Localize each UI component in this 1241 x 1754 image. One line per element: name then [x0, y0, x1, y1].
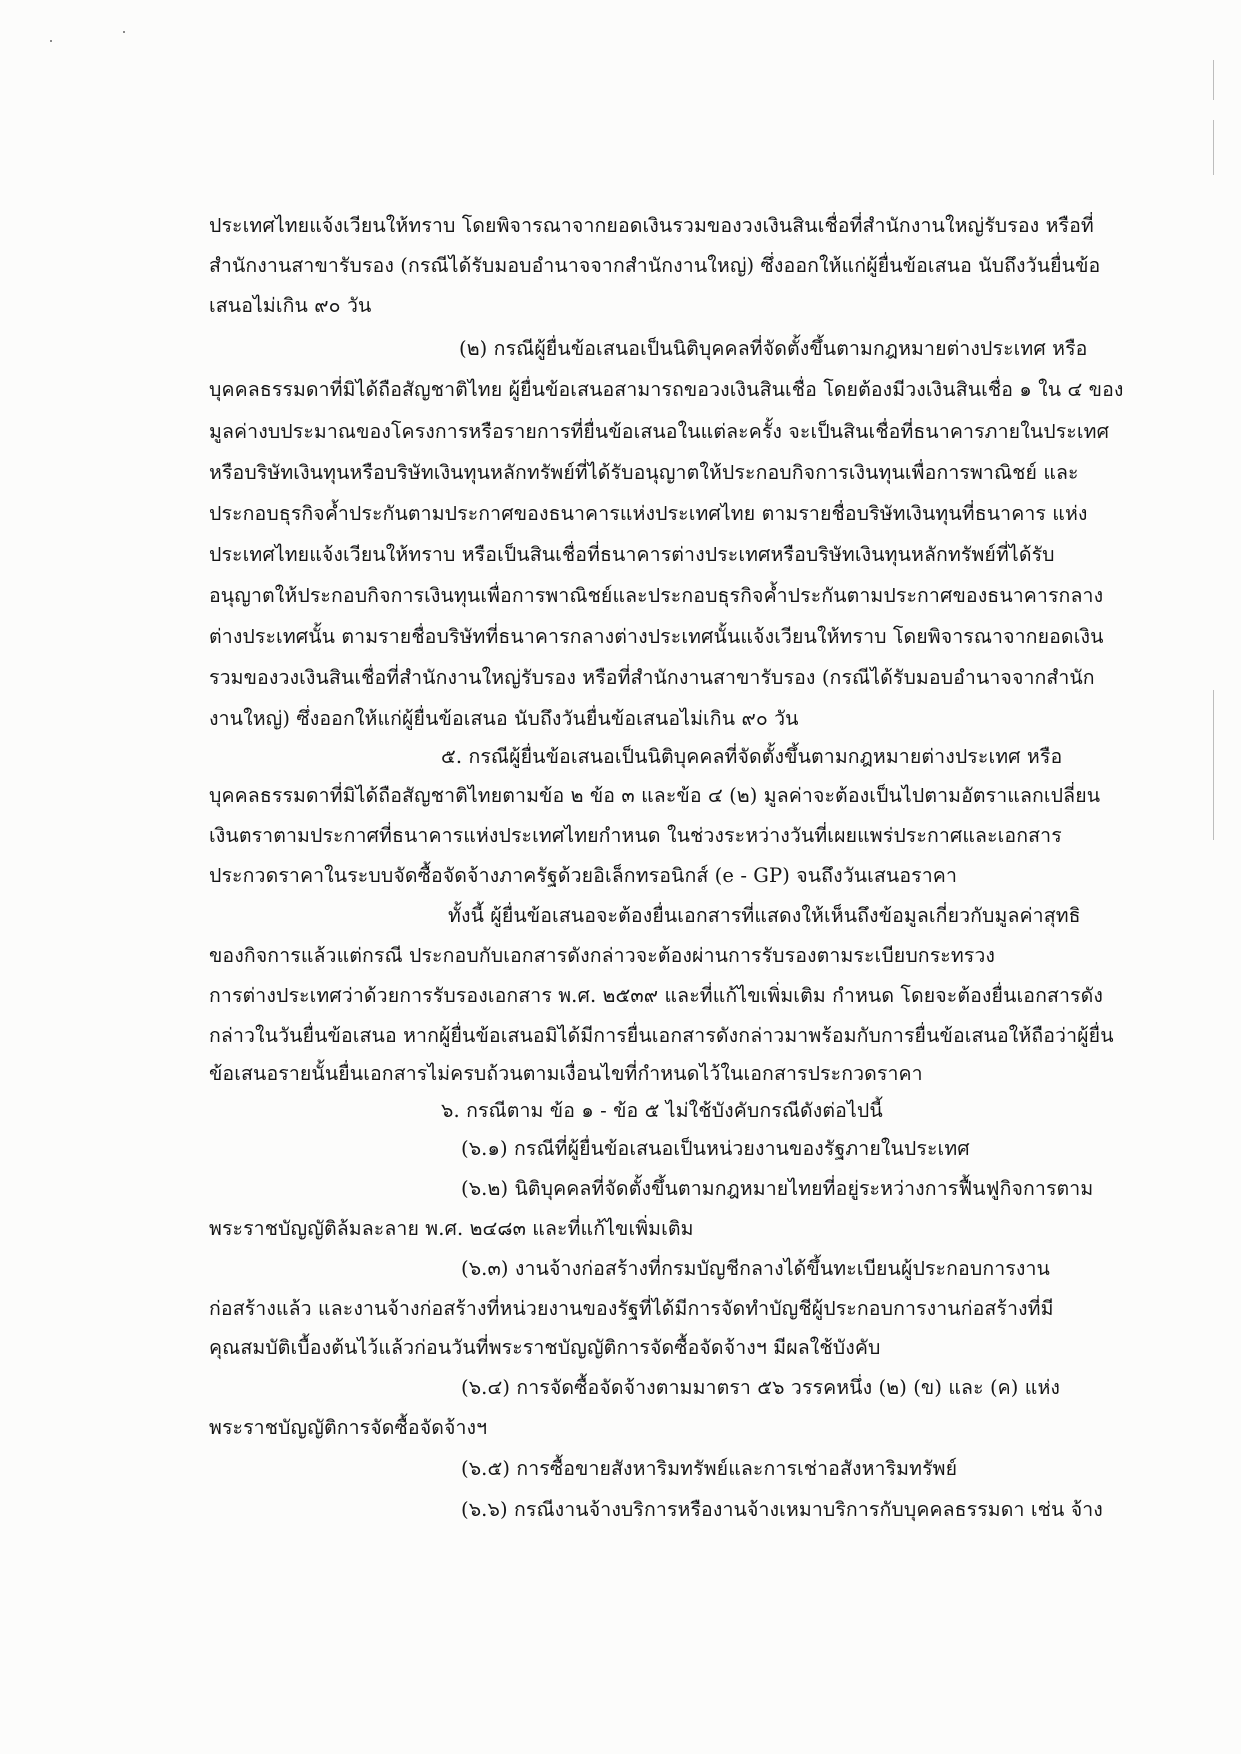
- text-line: ประกอบธุรกิจค้ำประกันตามประกาศของธนาคารแห่งประเทศไทย ตามรายชื่อบริษัทเงินทุนที่ธนาคาร แห่ง: [209, 502, 1088, 525]
- text-line: คุณสมบัติเบื้องต้นไว้แล้วก่อนวันที่พระราชบัญญัติการจัดซื้อจัดจ้างฯ มีผลใช้บังคับ: [209, 1336, 881, 1359]
- text-line: (๖.๒) นิติบุคคลที่จัดตั้งขึ้นตามกฎหมายไทยที่อยู่ระหว่างการฟื้นฟูกิจการตาม: [461, 1177, 1094, 1200]
- text-line: หรือบริษัทเงินทุนหรือบริษัทเงินทุนหลักทรัพย์ที่ได้รับอนุญาตให้ประกอบกิจการเงินทุนเพื่อการพาณิชย์ และ: [209, 461, 1079, 484]
- text-line: (๖.๔) การจัดซื้อจัดจ้างตามมาตรา ๕๖ วรรคหนึ่ง (๒) (ข) และ (ค) แห่ง: [461, 1376, 1061, 1399]
- text-line: ประเทศไทยแจ้งเวียนให้ทราบ หรือเป็นสินเชื่อที่ธนาคารต่างประเทศหรือบริษัทเงินทุนหลักทรัพย์ที่ได้รับ: [209, 543, 1055, 566]
- text-line: การต่างประเทศว่าด้วยการรับรองเอกสาร พ.ศ. ๒๕๓๙ และที่แก้ไขเพิ่มเติม กำหนด โดยจะต้องยื่นเอกสารดัง: [209, 984, 1103, 1007]
- text-line: รวมของวงเงินสินเชื่อที่สำนักงานใหญ่รับรอง หรือที่สำนักงานสาขารับรอง (กรณีได้รับมอบอำนาจจากสำนัก: [209, 666, 1095, 689]
- scan-speck: [50, 40, 52, 42]
- text-line: ประเทศไทยแจ้งเวียนให้ทราบ โดยพิจารณาจากยอดเงินรวมของวงเงินสินเชื่อที่สำนักงานใหญ่รับรอง หรือที่: [209, 214, 1094, 237]
- right-margin-artifact: [1213, 120, 1214, 175]
- text-line: ๖. กรณีตาม ข้อ ๑ - ข้อ ๕ ไม่ใช้บังคับกรณีดังต่อไปนี้: [441, 1099, 883, 1122]
- right-margin-artifact: [1213, 690, 1214, 840]
- scan-speck: [123, 31, 125, 33]
- text-line: ประกวดราคาในระบบจัดซื้อจัดจ้างภาครัฐด้วยอิเล็กทรอนิกส์ (e - GP) จนถึงวันเสนอราคา: [209, 864, 957, 887]
- right-margin-artifact: [1213, 60, 1214, 100]
- text-line: สำนักงานสาขารับรอง (กรณีได้รับมอบอำนาจจากสำนักงานใหญ่) ซึ่งออกให้แก่ผู้ยื่นข้อเสนอ นับถึงวันยื่นข้อ: [209, 254, 1101, 277]
- text-line: ต่างประเทศนั้น ตามรายชื่อบริษัทที่ธนาคารกลางต่างประเทศนั้นแจ้งเวียนให้ทราบ โดยพิจารณาจากยอดเงิน: [209, 625, 1104, 648]
- text-line: งานใหญ่) ซึ่งออกให้แก่ผู้ยื่นข้อเสนอ นับถึงวันยื่นข้อเสนอไม่เกิน ๙๐ วัน: [209, 707, 799, 730]
- text-line: บุคคลธรรมดาที่มิได้ถือสัญชาติไทย ผู้ยื่นข้อเสนอสามารถขอวงเงินสินเชื่อ โดยต้องมีวงเงินสินเชื่อ ๑ ใน ๔ ของ: [209, 378, 1124, 401]
- text-line: (๖.๕) การซื้อขายสังหาริมทรัพย์และการเช่าอสังหาริมทรัพย์: [461, 1457, 958, 1480]
- text-line: บุคคลธรรมดาที่มิได้ถือสัญชาติไทยตามข้อ ๒ ข้อ ๓ และข้อ ๔ (๒) มูลค่าจะต้องเป็นไปตามอัตราแลกเปลี่ยน: [209, 784, 1101, 807]
- text-line: ก่อสร้างแล้ว และงานจ้างก่อสร้างที่หน่วยงานของรัฐที่ได้มีการจัดทำบัญชีผู้ประกอบการงานก่อสร้างที่มี: [209, 1297, 1054, 1320]
- text-line: กล่าวในวันยื่นข้อเสนอ หากผู้ยื่นข้อเสนอมิได้มีการยื่นเอกสารดังกล่าวมาพร้อมกับการยื่นข้อเสนอให้ถือว่าผู้ยื่น: [209, 1024, 1114, 1047]
- text-line: (๖.๖) กรณีงานจ้างบริการหรืองานจ้างเหมาบริการกับบุคคลธรรมดา เช่น จ้าง: [461, 1498, 1103, 1521]
- text-line: เงินตราตามประกาศที่ธนาคารแห่งประเทศไทยกำหนด ในช่วงระหว่างวันที่เผยแพร่ประกาศและเอกสาร: [209, 824, 1062, 847]
- text-line: ของกิจการแล้วแต่กรณี ประกอบกับเอกสารดังกล่าวจะต้องผ่านการรับรองตามระเบียบกระทรวง: [209, 944, 996, 967]
- text-line: มูลค่างบประมาณของโครงการหรือรายการที่ยื่นข้อเสนอในแต่ละครั้ง จะเป็นสินเชื่อที่ธนาคารภายในประเทศ: [209, 420, 1110, 443]
- text-line: พระราชบัญญัติล้มละลาย พ.ศ. ๒๔๘๓ และที่แก้ไขเพิ่มเติม: [209, 1217, 694, 1240]
- text-line: (๒) กรณีผู้ยื่นข้อเสนอเป็นนิติบุคคลที่จัดตั้งขึ้นตามกฎหมายต่างประเทศ หรือ: [459, 337, 1088, 360]
- text-line: เสนอไม่เกิน ๙๐ วัน: [209, 294, 372, 317]
- text-line: อนุญาตให้ประกอบกิจการเงินทุนเพื่อการพาณิชย์และประกอบธุรกิจค้ำประกันตามประกาศของธนาคารกลาง: [209, 584, 1104, 607]
- text-line: ๕. กรณีผู้ยื่นข้อเสนอเป็นนิติบุคคลที่จัดตั้งขึ้นตามกฎหมายต่างประเทศ หรือ: [441, 745, 1063, 768]
- text-line: พระราชบัญญัติการจัดซื้อจัดจ้างฯ: [209, 1416, 488, 1439]
- text-line: (๖.๑) กรณีที่ผู้ยื่นข้อเสนอเป็นหน่วยงานของรัฐภายในประเทศ: [461, 1137, 970, 1160]
- text-line: (๖.๓) งานจ้างก่อสร้างที่กรมบัญชีกลางได้ขึ้นทะเบียนผู้ประกอบการงาน: [461, 1257, 1050, 1280]
- text-line: ข้อเสนอรายนั้นยื่นเอกสารไม่ครบถ้วนตามเงื่อนไขที่กำหนดไว้ในเอกสารประกวดราคา: [209, 1062, 923, 1085]
- text-line: ทั้งนี้ ผู้ยื่นข้อเสนอจะต้องยื่นเอกสารที่แสดงให้เห็นถึงข้อมูลเกี่ยวกับมูลค่าสุทธิ: [448, 904, 1081, 927]
